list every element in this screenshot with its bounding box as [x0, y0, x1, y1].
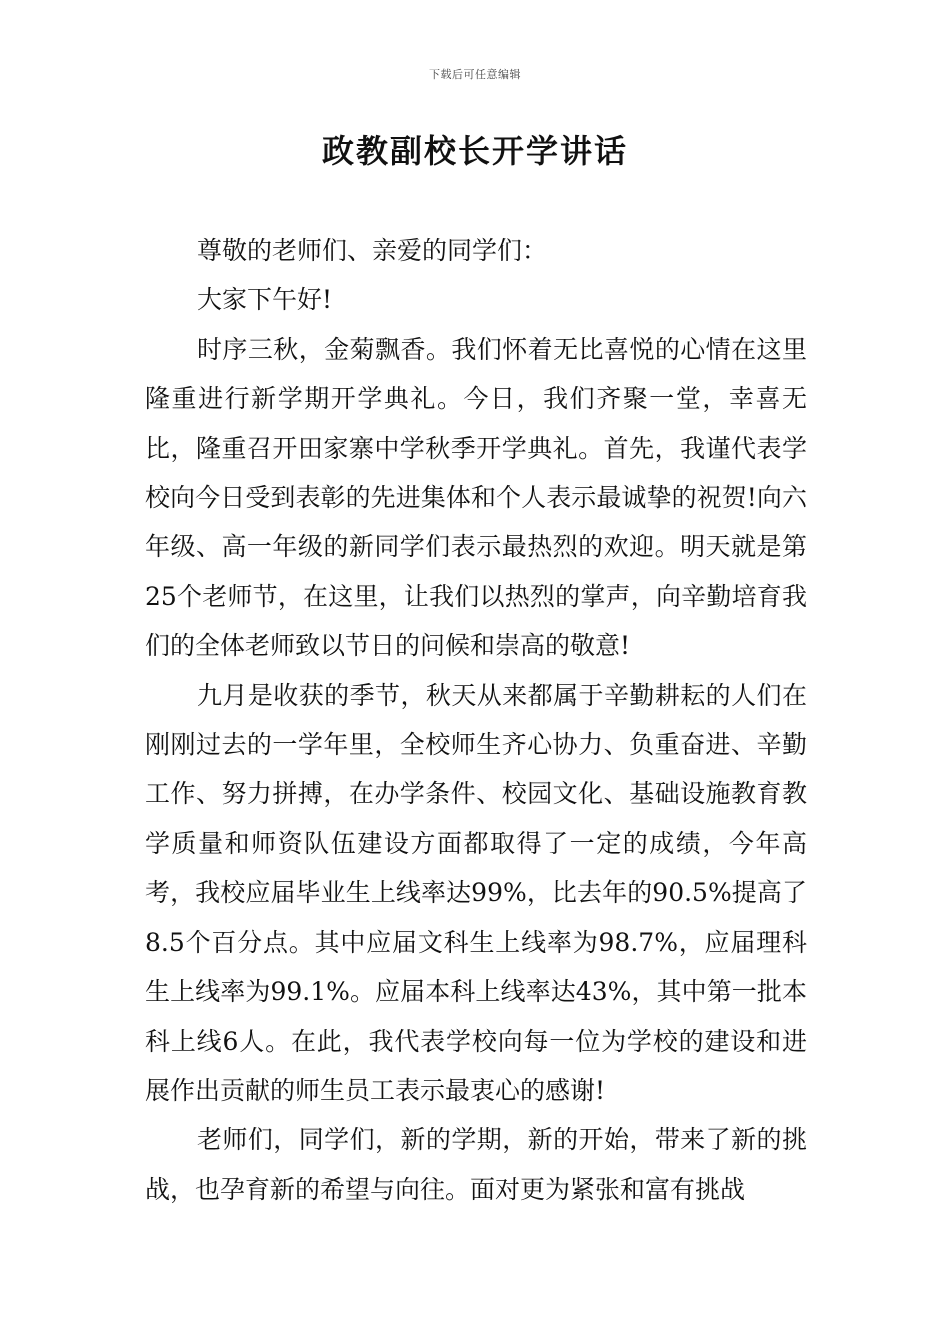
paragraph-salutation: 尊敬的老师们、亲爱的同学们： — [197, 236, 548, 265]
paragraph-greeting: 大家下午好! — [197, 285, 333, 315]
header-note: 下载后可任意编辑 — [429, 68, 521, 81]
document-title: 政教副校长开学讲话 — [321, 132, 628, 170]
document-body — [145, 226, 807, 1214]
paragraph-new-term: 老师们，同学们，新的学期，新的开始，带来了新的挑战，也孕育新的希望与向往。面对更为紧张和富有挑战 — [145, 1125, 807, 1204]
paragraph-opening: 时序三秋，金菊飘香。我们怀着无比喜悦的心情在这里隆重进行新学期开学典礼。今日，我们齐聚一堂，幸喜无比，隆重召开田家寨中学秋季开学典礼。首先，我谨代表学校向今日受到表彰的先进集体和个人表示最诚挚的祝贺!向六年级、高一年级的新同学们表示最热烈的欢迎。明天就是第25个老师节，在这里，让我们以热烈的掌声，向辛勤培育我们的全体老师致以节日的问候和崇高的敬意! — [145, 334, 807, 661]
paragraph-achievements: 九月是收获的季节，秋天从来都属于辛勤耕耘的人们在刚刚过去的一学年里，全校师生齐心协力、负重奋进、辛勤工作、努力拼搏，在办学条件、校园文化、基础设施教育教学质量和师资队伍建设方面都取得了一定的成绩，今年高考，我校应届毕业生上线率达99%，比去年的90.5%提高了8.5个百分点。其中应届文科生上线率为98.7%，应届理科生上线率为99.1%。应届本科上线率达43%，其中第一批本科上线6人。在此，我代表学校向每一位为学校的建设和进展作出贡献的师生员工表示最衷心的感谢! — [145, 680, 807, 1105]
